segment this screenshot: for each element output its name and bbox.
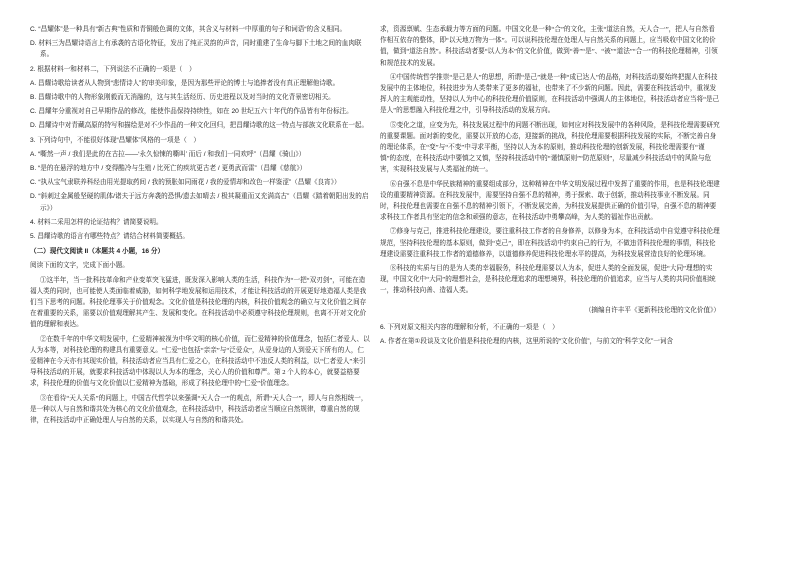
passage-paragraph-7: ⑦修身与克己，推进科技伦理建设，要注重科技工作者的自身修养，以修身为本，在科技活动中自觉遵守科技伦理规范，坚持科技伦理的基本原则，做到“克己”，即在科技活动中约束自己的行为，不做违背科技伦理的事情，科技伦理建设需要注重科技工作者的道德修养，以道德修养促进科技伦理水平的提高，为科技发展营造良好的伦理环境。 bbox=[380, 228, 720, 258]
question-5: 5. 昌耀诗歌的语言有哪些特点？请结合材料简要概括。 bbox=[30, 233, 189, 241]
option-2d: D. 昌耀诗中对青藏高原的特写和描绘是对不少作品的一种文化回归，把昌耀诗歌的这一特点与部族文化联系在一起。 bbox=[30, 122, 369, 130]
option-2a: A. 昌耀诗歌给读者从人物到“悲情诗人”的审美印象，是因为那些评论的博士与追捧者没有真正理解他诗歌。 bbox=[30, 79, 340, 87]
passage-paragraph-5: ⑤变化之道，应变为先，科技发展过程中的问题不断出现，如何应对科技发展中的各种风险，是科技伦理需要研究的重要课题。面对新的变化，需要以开放的心态，迎接新的挑战，科技伦理需要根据科技发展的实际，不断完善自身的理论体系，在“变”与“不变”中寻求平衡，坚持以人为本的原则，推动科技伦理的创新发展，科技伦理需要有“谨慎”的态度，在科技活动中要慎之又慎，坚持科技活动中的“谨慎原则”“防范原则”，尽量减少科技活动中的风险与危害，实现科技发展与人类福祉的统一。 bbox=[380, 121, 720, 174]
left-column bbox=[30, 24, 370, 429]
question-3: 3. 下列诗句中，不能很好体现“昌耀体”风格的一项是（ ） bbox=[30, 136, 200, 144]
question-6: 6. 下列对原文相关内容的理解和分析，不正确的一项是（ ） bbox=[380, 323, 559, 331]
question-2: 2. 根据材料一和材料二，下列说法不正确的一项是（ ） bbox=[30, 65, 196, 73]
passage-paragraph-8: ⑧科技的实质与目的是为人类的幸福服务，科技伦理需要以人为本，促进人类的全面发展，促进“大同”理想的实现，中国文化中“大同”的理想社会，是科技伦理追求的理想境界，科技伦理的价值追求，应当与人类的共同价值相统一，推动科技向善、造福人类。 bbox=[380, 265, 716, 295]
passage-source: （摘编自许丰平《更新科技伦理的文化价值》） bbox=[584, 306, 720, 314]
option-3b: B. “是的在悬浮的地方中 / 变得酷冷与生殖 / 比死亡的疾坑更古老 / 更勇武而雷”（昌耀《慈航》） bbox=[30, 165, 307, 173]
option-3d: D. “斜刺过金属般坚硬的肌体/诸夫于远方奔袭的恐惧/遗去如晴去 / 极其凝重而又充满高古”（昌耀《踏着朝阳出发的启示》） bbox=[30, 193, 369, 212]
right-column bbox=[380, 24, 720, 350]
passage-paragraph-3-continued: 求，资源禀赋、生态承载力等方面的问题。中国文化是一种“合”的文化，主张“道法自然，天人合一”，把人与自然看作相互依存的整体，即“以天地万物为一体”。可以说科技伦理在处理人与自然关系的问题上，应当吸收中国文化的价值，做到“道法自然”。科技活动者要“以人为本”的文化价值，做到“善”“是”、“被”“道法”“合一”的科技伦理精神，引领和规范技术的发展。 bbox=[380, 26, 718, 67]
passage-paragraph-3: ③在看待“天人关系”的问题上，中国古代哲学以来强调“天人合一”的观点，所谓“天人合一”，即人与自然相统一，是一种以人与自然和谐共处为核心的文化价值观念，在科技活动中，科技活动者应当顺应自然规律，尊重自然的规律，在科技活动中正确处理人与自然的关系，以实现人与自然的和谐共处。 bbox=[30, 394, 368, 425]
option-6a: A. 作者在第①段谈及文化价值是科技伦理的内核，这里所说的“文化价值”，与前文的“科学文化”一词含 bbox=[380, 338, 674, 346]
question-4: 4. 材料二采用怎样的论证结构？请简要说明。 bbox=[30, 218, 163, 226]
option-1d: D. 材料三为昌耀诗语言上有承袭的古语化特征，发出了纯正灵韵的声音，同时重建了生命与脚下土地之间的血肉联系。 bbox=[30, 40, 362, 59]
passage-paragraph-2: ②在数千年的中华文明发展中，仁爱精神被视为中华文明的核心价值，而仁爱精神的价值理念，包括仁者爱人、以人为本等，对科技伦理的构建具有重要意义。“仁爱”也包括“亲亲”与“泛爱众”，从爱身边的人到爱天下所有的人，仁爱精神在今天亦有其现实价值，科技活动者应当具有仁爱之心，在科技活动中不违反人类的利益，以“仁者爱人”来引导科技活动的开展，就要求科技活动中体现以人为本的理念，关心人的价值和尊严。第 2 个人的本心，就要益格要求，科技伦理的价值与文化价值以仁爱精神为基础，形成了科技伦理中的“仁爱”价值理念。 bbox=[30, 335, 370, 388]
option-2c: C. 昌耀年分重视对自己早期作品的修改，能使作品保持持续性，如在 20 世纪五六十年代的作品皆有年份标注。 bbox=[30, 108, 353, 116]
section-heading: （二）现代文阅读 II（本题共 4 小题，16 分） bbox=[30, 248, 165, 256]
passage-paragraph-6: ⑥自强不息是中华民族精神的重要组成部分，这种精神在中华文明发展过程中发挥了重要的作用，也是科技伦理建设的重要精神资源。在科技发展中，需要坚持自强不息的精神，勇于探索、敢于创新，推动科技事业不断发展。同时，科技伦理也需要在自强不息的精神引领下，不断发展完善，为科技发展提供正确的价值引导，自强不息的精神要求科技工作者具有坚定的信念和顽强的意志，在科技活动中勇攀高峰，为人类的福祉作出贡献。 bbox=[380, 180, 720, 222]
passage-paragraph-4: ④中国传统哲学推崇“是己是人”的思想，所谓“是己”就是一种“成已达人”的品格，对科技活动要始终把握人在科技发展中的主体地位，科技进步为人类带来了更多的福祉，也带来了不少新的问题。因此，需要在科技活动中，重视发挥人的主观能动性，坚持以人为中心的科技伦理价值原则，在科技活动中强调人的主体地位，科技活动者应当将“是己是人”的思想融入科技伦理之中，引导科技活动的发展方向。 bbox=[380, 73, 720, 115]
option-2b: B. 昌耀诗歌中的人物形象刚毅而无消融的，这与其生活经历、历史进程以及对当时的文化背景密切相关。 bbox=[30, 94, 335, 102]
option-3a: A. “嘶然一声 / 我们是此的在古拉——‘永久惊悚的嘶叫’ 而后 / 和我们一同欢呼”（昌耀《骑山》） bbox=[30, 150, 306, 158]
reading-instruction: 阅读下面的文字，完成下面小题。 bbox=[30, 262, 129, 270]
option-3c: C. “执从宝气隶联养科经由用光提取药间 / 我的预胀如同雨花 / 我的爱情却和改色一样鉴涩”（昌耀《良宵》） bbox=[30, 179, 341, 187]
option-1c: C. “昌耀体”是一种具有“新古典”性质和青铜般色调的文体，其含义与材料一中厚重的句子和词语“的含义相同。 bbox=[30, 26, 347, 33]
passage-paragraph-1: ①这半年，当一批科技革命和产业变革突飞猛进，既发深入影响人类的生活，科技作为“一把“双刃剑”，可能在造福人类的同时，也可能使人类面临着威胁，如何科学地发展和运用技术，才能让科技活动的开展更好地造福人类是我们当下思考的问题。科技伦理事关于价值观念。文化价值是科技伦理的内核，科技价值观念的确立与文化价值之间存在着重要的关系，需要以价值观理解其产生、发展和变化。在科技活动中必须遵守科技伦理规则，也离不开对文化价值的理解和表达。 bbox=[30, 276, 367, 329]
